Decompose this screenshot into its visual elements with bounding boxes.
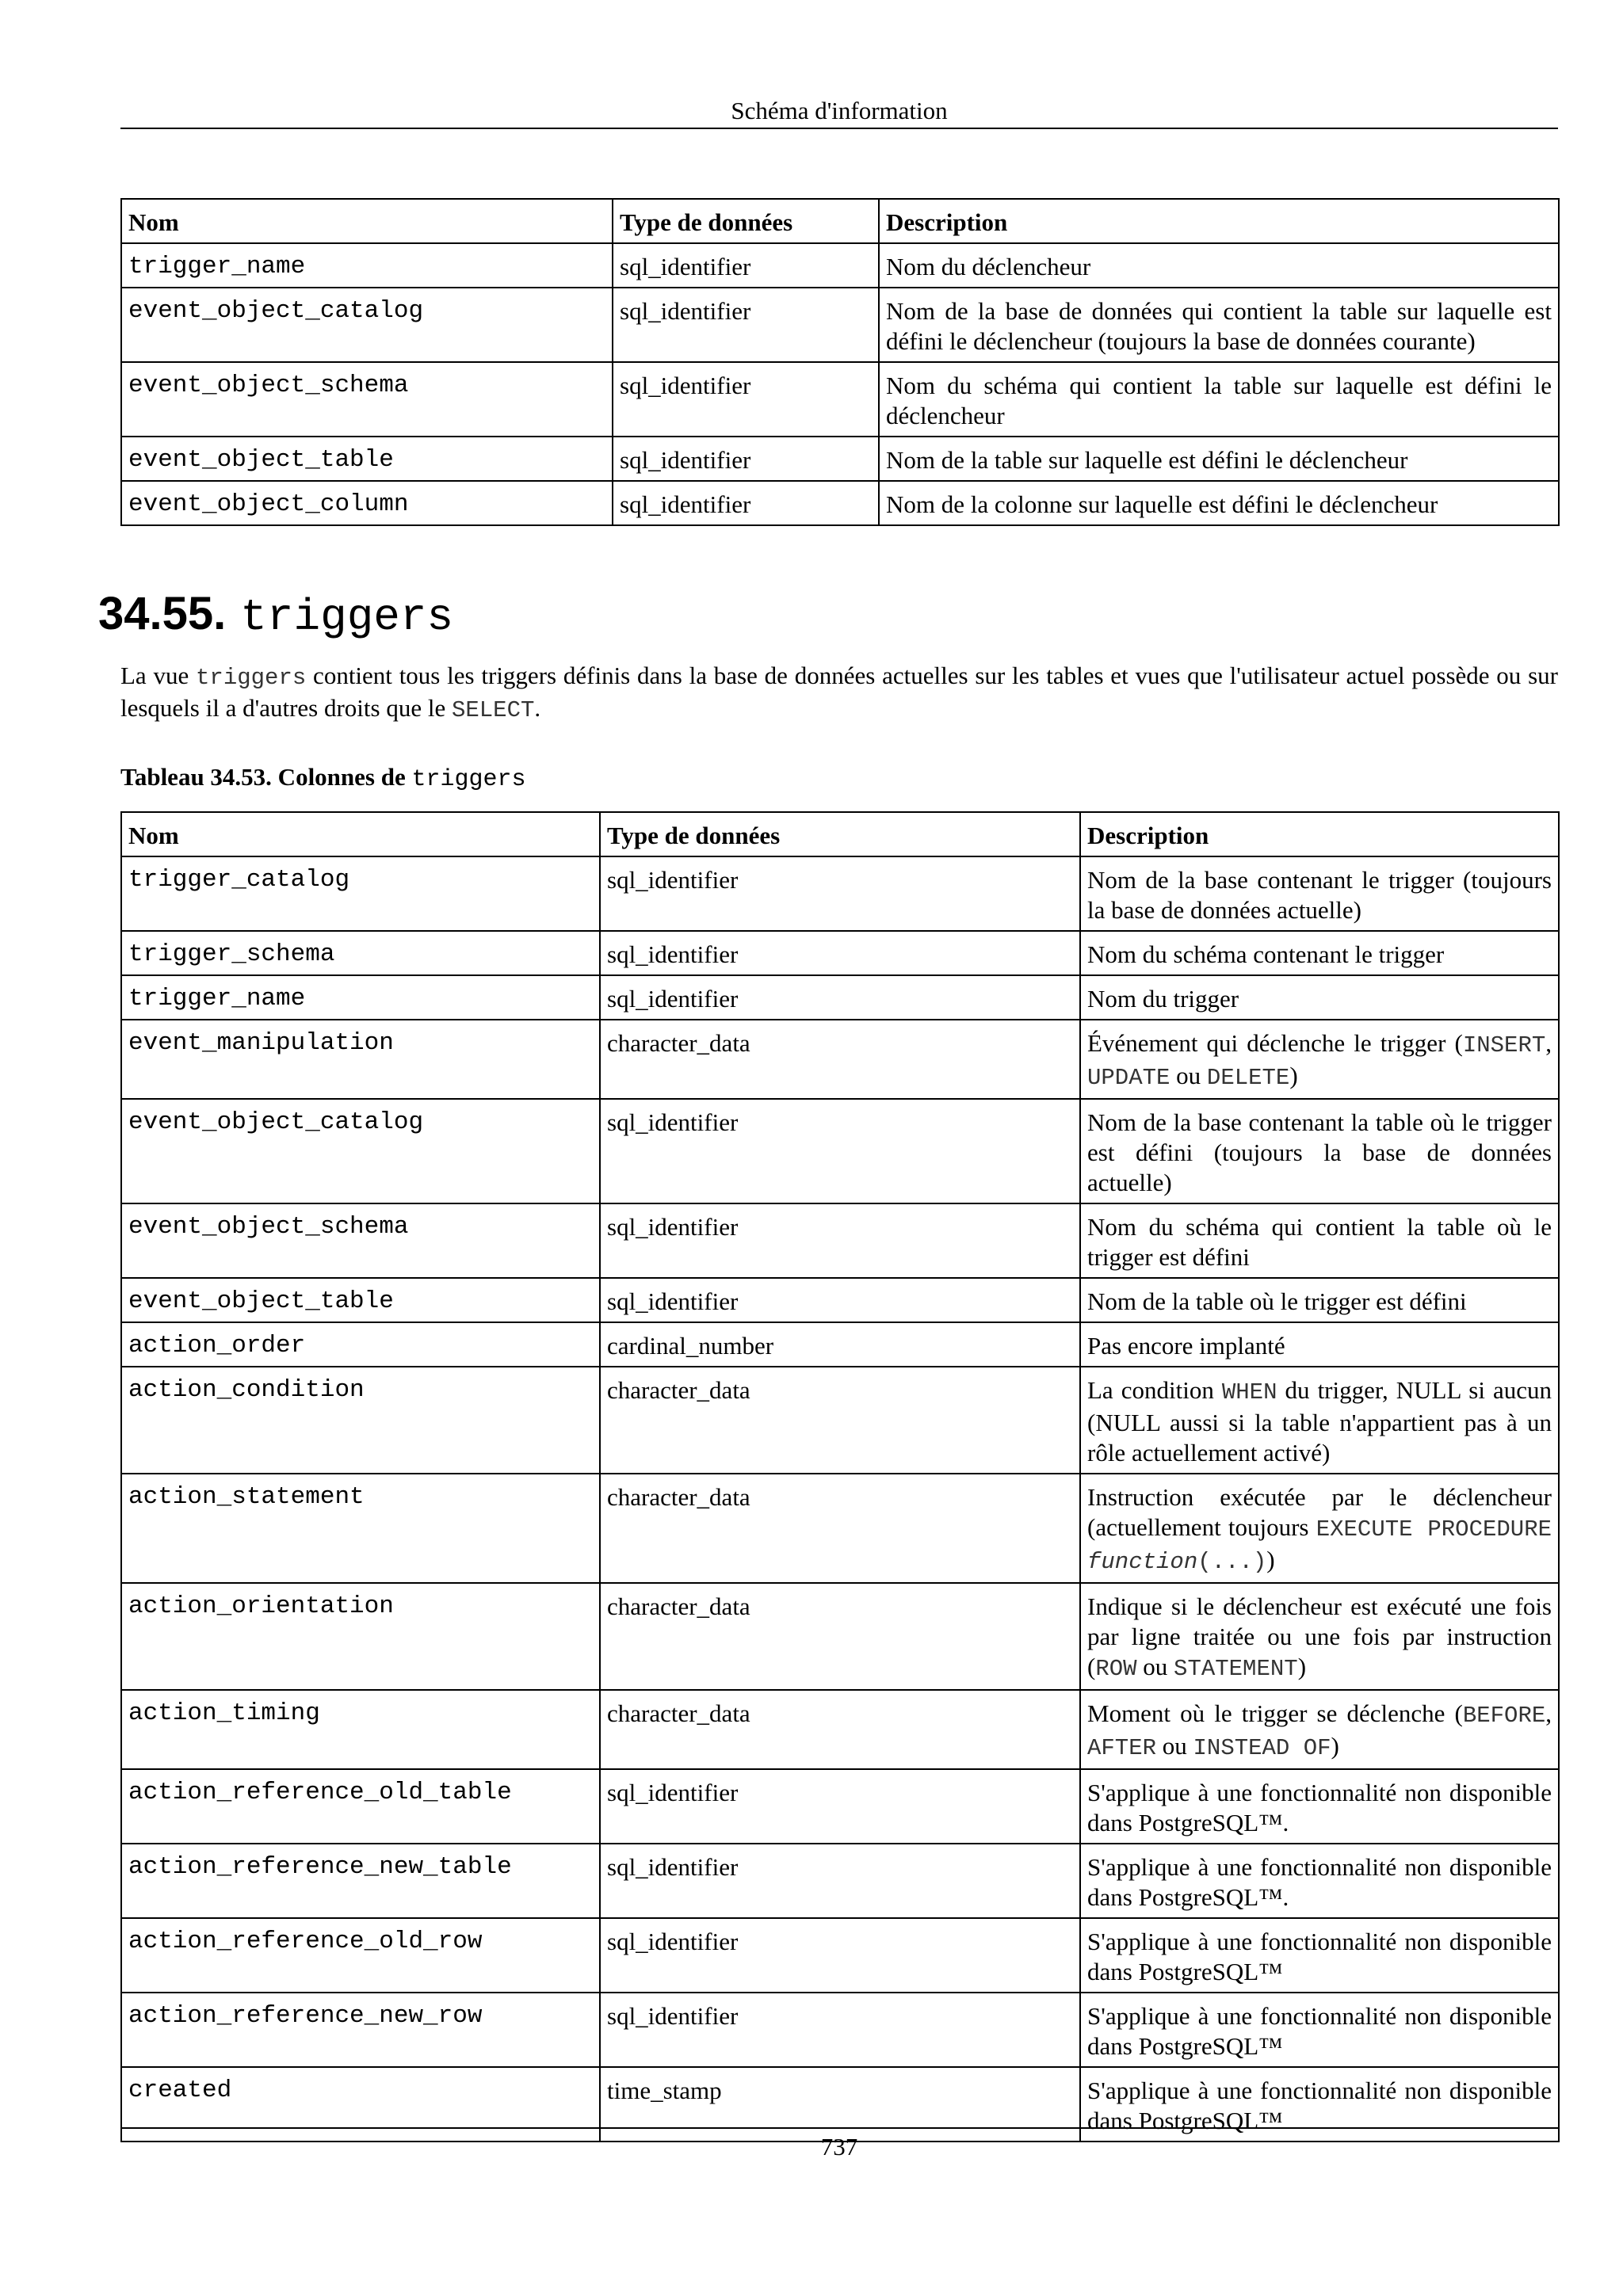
description-text: Nom du schéma qui contient la table où le trigger est défini	[1087, 1213, 1552, 1271]
description-text: Nom de la colonne sur laquelle est défini le déclencheur	[886, 490, 1438, 518]
description-cell	[879, 288, 1559, 362]
caption-label: Tableau 34.53. Colonnes de	[120, 763, 412, 791]
column-name-cell: action_orientation	[121, 1583, 600, 1690]
description-text: Moment où le trigger se déclenche (	[1087, 1699, 1463, 1727]
description-code: BEFORE	[1462, 1703, 1546, 1729]
intro-text: contient tous les triggers définis dans la base de données actuelles sur les tables et vues que l'utilisateur actuel possède ou sur lesquels il a d'autres droits que le	[120, 662, 1558, 722]
description-cell	[1080, 2067, 1559, 2142]
data-type-cell: character_data	[600, 1020, 1080, 1099]
description-text: Événement qui déclenche le trigger (	[1087, 1029, 1463, 1057]
table-row	[121, 1322, 1559, 1367]
data-type-cell: cardinal_number	[600, 1322, 1080, 1367]
description-cell	[1080, 975, 1559, 1020]
description-code: UPDATE	[1087, 1065, 1170, 1091]
description-cell	[1080, 1322, 1559, 1367]
description-cell	[879, 481, 1559, 525]
description-text: La condition	[1087, 1376, 1222, 1404]
table-row	[121, 437, 1559, 481]
description-code: INSTEAD OF	[1193, 1735, 1331, 1761]
description-cell	[1080, 1583, 1559, 1690]
description-cell	[879, 243, 1559, 288]
column-header-name: Nom	[121, 812, 600, 856]
column-name-cell: trigger_schema	[121, 931, 600, 975]
description-text: du trigger, NULL si aucun (NULL aussi si la table n'appartient pas à un rôle actuellement activé)	[1087, 1376, 1552, 1466]
description-cell	[879, 437, 1559, 481]
caption-code: triggers	[411, 766, 526, 793]
table-row	[121, 1367, 1559, 1474]
description-text: Nom de la base de données qui contient la table sur laquelle est défini le déclencheur (toujours la base de données courante)	[886, 297, 1552, 355]
table-header-row	[121, 812, 1559, 856]
data-type-cell: sql_identifier	[600, 1278, 1080, 1322]
column-header-type: Type de données	[600, 812, 1080, 856]
description-cell	[1080, 1690, 1559, 1769]
table-row	[121, 1583, 1559, 1690]
description-text: Nom du schéma contenant le trigger	[1087, 940, 1445, 968]
data-type-cell: sql_identifier	[600, 1203, 1080, 1278]
description-cell	[1080, 1278, 1559, 1322]
header-rule	[120, 128, 1558, 129]
column-name-cell: event_object_schema	[121, 1203, 600, 1278]
column-name-cell: event_object_table	[121, 437, 613, 481]
description-text: Nom de la table où le trigger est défini	[1087, 1287, 1467, 1315]
data-type-cell: time_stamp	[600, 2067, 1080, 2142]
description-text: Nom de la base contenant la table où le trigger est défini (toujours la base de données actuelle)	[1087, 1108, 1552, 1196]
description-code: STATEMENT	[1174, 1656, 1298, 1682]
table-row	[121, 856, 1559, 931]
description-text: Nom de la base contenant le trigger (toujours la base de données actuelle)	[1087, 866, 1552, 924]
section-heading	[98, 586, 453, 645]
column-name-cell: created	[121, 2067, 600, 2142]
intro-text: La vue	[120, 662, 197, 689]
column-header-type: Type de données	[613, 199, 879, 243]
description-text: S'applique à une fonctionnalité non disponible dans PostgreSQL™	[1087, 2002, 1552, 2060]
description-code: ROW	[1095, 1656, 1137, 1682]
data-type-cell: sql_identifier	[600, 856, 1080, 931]
data-type-cell: character_data	[600, 1690, 1080, 1769]
description-code: AFTER	[1087, 1735, 1157, 1761]
data-type-cell: sql_identifier	[600, 1099, 1080, 1203]
columns-table-continued	[120, 198, 1560, 526]
description-code: EXECUTE PROCEDURE	[1316, 1516, 1552, 1543]
description-text: S'applique à une fonctionnalité non disponible dans PostgreSQL™.	[1087, 1853, 1552, 1911]
column-name-cell: action_order	[121, 1322, 600, 1367]
description-cell	[1080, 1769, 1559, 1844]
table-row	[121, 1844, 1559, 1918]
section-code-title: triggers	[240, 592, 454, 643]
description-cell	[1080, 1020, 1559, 1099]
data-type-cell: sql_identifier	[600, 1769, 1080, 1844]
table-row	[121, 1474, 1559, 1583]
column-name-cell: trigger_catalog	[121, 856, 600, 931]
triggers-columns-table	[120, 811, 1560, 2142]
data-type-cell: sql_identifier	[613, 481, 879, 525]
description-text: ,	[1545, 1029, 1552, 1057]
column-name-cell: action_timing	[121, 1690, 600, 1769]
table-row	[121, 1099, 1559, 1203]
data-type-cell: sql_identifier	[600, 1993, 1080, 2067]
description-text: S'applique à une fonctionnalité non disponible dans PostgreSQL™.	[1087, 1779, 1552, 1836]
table-row	[121, 2067, 1559, 2142]
table-body	[121, 856, 1559, 2142]
intro-paragraph	[120, 661, 1558, 726]
table-row	[121, 1690, 1559, 1769]
column-name-cell: action_statement	[121, 1474, 600, 1583]
description-code: DELETE	[1206, 1065, 1290, 1091]
table-row	[121, 975, 1559, 1020]
description-text: S'applique à une fonctionnalité non disponible dans PostgreSQL™	[1087, 2077, 1552, 2134]
table-row	[121, 1278, 1559, 1322]
column-name-cell: trigger_name	[121, 243, 613, 288]
description-cell	[1080, 856, 1559, 931]
table-row	[121, 1769, 1559, 1844]
data-type-cell: sql_identifier	[600, 931, 1080, 975]
column-name-cell: event_object_catalog	[121, 288, 613, 362]
description-cell	[1080, 1474, 1559, 1583]
description-cell	[1080, 1993, 1559, 2067]
table-row	[121, 243, 1559, 288]
data-type-cell: sql_identifier	[600, 975, 1080, 1020]
table-row	[121, 288, 1559, 362]
description-code-placeholder: function	[1087, 1549, 1198, 1575]
description-text: ou	[1136, 1653, 1174, 1680]
column-header-name: Nom	[121, 199, 613, 243]
table-row	[121, 481, 1559, 525]
description-text: Nom du déclencheur	[886, 253, 1091, 280]
description-text: Nom du schéma qui contient la table sur laquelle est défini le déclencheur	[886, 372, 1552, 429]
intro-code: SELECT	[451, 697, 535, 723]
description-cell	[1080, 931, 1559, 975]
table-body	[121, 243, 1559, 525]
column-name-cell: event_object_column	[121, 481, 613, 525]
description-text: Nom du trigger	[1087, 985, 1239, 1013]
column-name-cell: action_reference_old_row	[121, 1918, 600, 1993]
column-header-description: Description	[879, 199, 1559, 243]
description-code: (...)	[1197, 1549, 1267, 1575]
column-name-cell: event_object_table	[121, 1278, 600, 1322]
description-text: ou	[1156, 1732, 1193, 1760]
table-row	[121, 1918, 1559, 1993]
column-name-cell: event_manipulation	[121, 1020, 600, 1099]
column-name-cell: action_condition	[121, 1367, 600, 1474]
column-name-cell: trigger_name	[121, 975, 600, 1020]
description-text: Nom de la table sur laquelle est défini le déclencheur	[886, 446, 1408, 474]
table-row	[121, 1020, 1559, 1099]
data-type-cell: sql_identifier	[600, 1844, 1080, 1918]
description-text: )	[1266, 1546, 1275, 1573]
description-text: )	[1289, 1062, 1298, 1089]
description-text: Instruction exécutée par le déclencheur (actuellement toujours	[1087, 1483, 1552, 1541]
description-code: WHEN	[1221, 1379, 1277, 1405]
description-text: Pas encore implanté	[1087, 1332, 1285, 1360]
description-code: INSERT	[1462, 1032, 1546, 1058]
table-row	[121, 1993, 1559, 2067]
data-type-cell: sql_identifier	[613, 243, 879, 288]
data-type-cell: sql_identifier	[600, 1918, 1080, 1993]
column-name-cell: event_object_catalog	[121, 1099, 600, 1203]
intro-text: .	[534, 694, 541, 722]
running-header: Schéma d'information	[731, 97, 948, 124]
description-cell	[1080, 1203, 1559, 1278]
description-cell	[1080, 1918, 1559, 1993]
description-cell	[1080, 1099, 1559, 1203]
section-number: 34.55.	[98, 588, 227, 639]
description-text: ,	[1545, 1699, 1552, 1727]
table-header-row	[121, 199, 1559, 243]
table-row	[121, 931, 1559, 975]
description-cell	[1080, 1844, 1559, 1918]
footer-rule	[120, 2127, 1558, 2129]
description-cell	[879, 362, 1559, 437]
description-text: )	[1297, 1653, 1307, 1680]
table-row	[121, 362, 1559, 437]
description-text: S'applique à une fonctionnalité non disponible dans PostgreSQL™	[1087, 1928, 1552, 1985]
table-row	[121, 1203, 1559, 1278]
column-name-cell: action_reference_old_table	[121, 1769, 600, 1844]
column-header-description: Description	[1080, 812, 1559, 856]
column-name-cell: action_reference_new_table	[121, 1844, 600, 1918]
data-type-cell: sql_identifier	[613, 362, 879, 437]
description-text: Indique si le déclencheur est exécuté une fois par ligne traitée ou une fois par instruction (	[1087, 1592, 1552, 1680]
data-type-cell: sql_identifier	[613, 437, 879, 481]
description-text: ou	[1170, 1062, 1207, 1089]
column-name-cell: event_object_schema	[121, 362, 613, 437]
intro-code: triggers	[196, 665, 307, 691]
data-type-cell: character_data	[600, 1367, 1080, 1474]
data-type-cell: sql_identifier	[613, 288, 879, 362]
table-caption	[120, 762, 526, 795]
description-cell	[1080, 1367, 1559, 1474]
data-type-cell: character_data	[600, 1583, 1080, 1690]
page-number: 737	[820, 2133, 858, 2161]
description-text: )	[1331, 1732, 1339, 1760]
data-type-cell: character_data	[600, 1474, 1080, 1583]
column-name-cell: action_reference_new_row	[121, 1993, 600, 2067]
